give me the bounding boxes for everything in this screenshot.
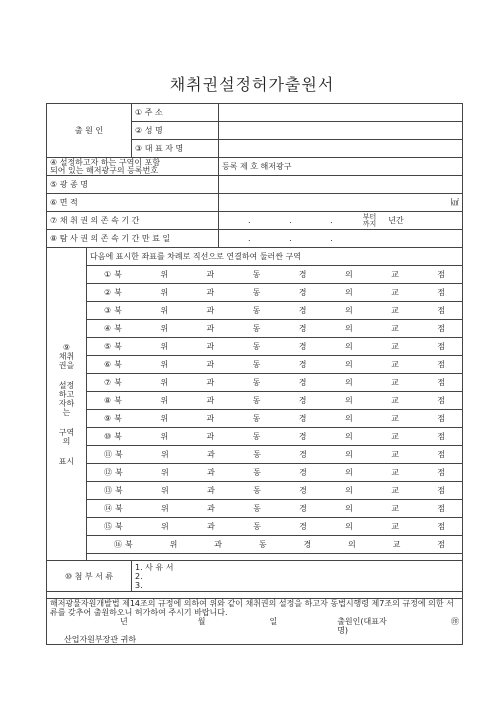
- coordinate-point[interactable]: [87, 266, 463, 284]
- coordinate-point[interactable]: [87, 482, 463, 500]
- point-number: ①: [104, 270, 112, 279]
- attachment-item: 2.: [135, 571, 143, 581]
- point-lead: [104, 468, 123, 477]
- coordinate-point[interactable]: [87, 428, 463, 446]
- coordinate-word: 과: [207, 486, 215, 495]
- coordinate-word: 의: [345, 468, 353, 477]
- coordinate-word: 동: [258, 540, 267, 549]
- point-number: ⑫: [104, 468, 112, 477]
- coordinate-row: [47, 266, 463, 284]
- coordinate-word: 위: [160, 396, 169, 405]
- coordinate-word: 동: [252, 378, 261, 387]
- coordinate-row: [47, 446, 463, 464]
- coordinate-word: 경: [298, 270, 307, 279]
- coordinate-point[interactable]: [87, 464, 463, 482]
- coordinate-point[interactable]: [87, 284, 463, 302]
- coordinate-point[interactable]: [87, 374, 463, 392]
- coordinate-word: 위: [160, 414, 169, 423]
- coordinate-row: [47, 518, 463, 536]
- coordinate-word: 과: [206, 378, 215, 387]
- coordinate-word: 과: [207, 468, 215, 477]
- coordinate-word: 의: [345, 504, 353, 513]
- coordinate-word: 점: [437, 414, 445, 423]
- coordinate-word: 점: [437, 504, 445, 513]
- coordinate-word: 과: [206, 342, 215, 351]
- period-years: 년간: [388, 216, 404, 225]
- representative-label: ③ 대 표 자 명: [132, 140, 219, 158]
- coordinate-word: 과: [206, 324, 215, 333]
- coordinate-word: 동: [253, 468, 261, 477]
- attachments-list[interactable]: [132, 561, 463, 592]
- coordinate-word: 경: [299, 450, 307, 459]
- coordinate-word: 위: [160, 360, 169, 369]
- coordinate-word: 북: [114, 288, 122, 297]
- coordinate-word: 교: [392, 540, 401, 549]
- coordinate-word: 위: [169, 540, 178, 549]
- area-section-label-line: 의: [62, 436, 71, 446]
- period-label: ⑦ 채 취 권 의 존 속 기 간: [47, 212, 219, 230]
- coordinate-word: 위: [161, 468, 169, 477]
- coordinate-point[interactable]: [87, 356, 463, 374]
- point-number: ⑧: [104, 396, 112, 405]
- point-number: ⑬: [104, 486, 112, 495]
- period-from-to: [363, 214, 377, 228]
- coordinate-point[interactable]: [87, 302, 463, 320]
- registration-value[interactable]: 등록 제 호 해저광구: [219, 158, 463, 176]
- point-lead: [104, 450, 123, 459]
- period-from: 부터: [362, 212, 377, 221]
- coordinate-word: 경: [298, 396, 307, 405]
- coordinate-word: 점: [437, 486, 445, 495]
- period-field[interactable]: [219, 212, 463, 230]
- coordinate-word: 경: [298, 342, 307, 351]
- coordinate-word: 경: [298, 306, 307, 315]
- registration-label-line1: ④ 설정하고자 하는 구역이 포함: [50, 157, 161, 167]
- coordinate-word: 교: [391, 324, 399, 333]
- coordinate-word: 점: [437, 432, 445, 441]
- form-title: 채취권설정허가출원서: [169, 75, 335, 94]
- coordinate-word: 점: [437, 396, 445, 405]
- coordinate-word: 교: [391, 486, 399, 495]
- coordinate-word: 경: [298, 378, 307, 387]
- declaration-block: [47, 599, 463, 645]
- point-lead: [104, 432, 122, 441]
- area-unit: ㎢: [451, 198, 459, 207]
- coordinate-word: 동: [252, 270, 261, 279]
- expiry-dots: . . .: [248, 234, 351, 243]
- coordinate-word: 위: [160, 324, 169, 333]
- coordinate-row: [47, 320, 463, 338]
- coordinate-point[interactable]: [87, 500, 463, 518]
- coordinate-word: 위: [160, 288, 169, 297]
- coordinate-word: 동: [252, 432, 261, 441]
- coordinate-point[interactable]: [87, 410, 463, 428]
- point-number: ⑮: [104, 522, 112, 531]
- name-label: ② 성 명: [132, 122, 219, 140]
- coordinate-word: 과: [206, 432, 215, 441]
- coordinate-word: 북: [115, 504, 123, 513]
- area-section-label-line: 설정: [58, 380, 75, 390]
- coordinate-word: 의: [344, 432, 353, 441]
- coordinate-word: 위: [161, 504, 169, 513]
- point-lead: [104, 414, 122, 423]
- coordinate-word: 의: [344, 342, 353, 351]
- coordinate-word: 위: [161, 486, 169, 495]
- coordinate-word: 동: [253, 486, 261, 495]
- coordinate-word: 경: [298, 432, 307, 441]
- coordinate-row: [47, 410, 463, 428]
- application-form-table: [46, 103, 463, 645]
- area-section-label-line: [50, 370, 83, 381]
- point-lead: [104, 306, 122, 315]
- area-label: ⑥ 면 적: [47, 194, 219, 212]
- coordinate-row: [47, 536, 463, 554]
- attachment-item: 1. 사 유 서: [135, 562, 174, 572]
- coordinate-word: 과: [206, 414, 215, 423]
- coordinate-word: 교: [391, 396, 399, 405]
- coordinate-row: [47, 338, 463, 356]
- coordinate-row: [47, 464, 463, 482]
- point-lead: [104, 342, 122, 351]
- coordinate-word: 북: [114, 396, 122, 405]
- area-section-label-line: 권을: [58, 360, 75, 370]
- coordinate-word: 북: [115, 486, 123, 495]
- date-line: [50, 617, 459, 635]
- area-section-label-line: 자하: [58, 398, 75, 408]
- coordinate-word: 점: [437, 450, 445, 459]
- area-section-label-line: [50, 417, 83, 428]
- point-number: ⑯: [114, 540, 122, 549]
- applicant-label: 출 원 인: [47, 104, 132, 158]
- point-number: ④: [104, 324, 112, 333]
- coordinate-row: [47, 428, 463, 446]
- attachment-item: 3.: [135, 580, 143, 590]
- coordinate-word: 위: [161, 522, 169, 531]
- coordinate-word: 교: [391, 270, 399, 279]
- coordinate-row: [47, 284, 463, 302]
- point-lead: [104, 288, 122, 297]
- coordinate-word: 점: [437, 522, 445, 531]
- point-number: ⑥: [104, 360, 112, 369]
- coordinate-word: 북: [114, 360, 122, 369]
- coordinate-word: 과: [206, 270, 215, 279]
- coordinate-word: 위: [160, 342, 169, 351]
- coordinate-word: 북: [114, 432, 122, 441]
- coordinate-word: 점: [437, 342, 445, 351]
- mineral-field[interactable]: [219, 176, 463, 194]
- point-lead: [104, 504, 123, 513]
- coordinate-word: 교: [391, 360, 399, 369]
- coordinate-word: 위: [161, 450, 169, 459]
- coordinate-point[interactable]: [87, 536, 463, 554]
- coordinate-row: [47, 302, 463, 320]
- coordinate-word: 위: [160, 306, 169, 315]
- coordinate-word: 의: [344, 378, 353, 387]
- registration-label: [47, 158, 219, 176]
- coordinate-row: [47, 374, 463, 392]
- coordinate-word: 교: [391, 504, 399, 513]
- period-dots: . . .: [248, 216, 351, 225]
- coordinate-word: 의: [348, 540, 356, 549]
- coordinate-word: 의: [344, 360, 353, 369]
- coordinate-point[interactable]: [87, 320, 463, 338]
- coordinate-word: 북: [115, 468, 123, 477]
- registration-label-line2: 되어 있는 해저광구의 등록번호: [50, 165, 159, 175]
- coordinate-row: [47, 392, 463, 410]
- expiry-label: ⑧ 탐 사 권 의 존 속 기 간 만 료 일: [47, 230, 219, 248]
- coordinate-word: 교: [391, 522, 399, 531]
- area-section-label-line: 채취: [58, 351, 75, 361]
- coordinate-point[interactable]: [87, 518, 463, 536]
- address-field[interactable]: [219, 104, 463, 122]
- coordinate-word: 점: [437, 288, 445, 297]
- declaration-text: 해저광물자원개발법 제14조의 규정에 의하여 위와 같이 채취권의 설정을 하고자 동법시행령 제7조의 규정에 의한 서류를 갖추어 출원하오니 허가하여 주시기 바랍니다.: [50, 599, 454, 617]
- coordinate-word: 과: [206, 306, 215, 315]
- coordinate-word: 과: [207, 522, 215, 531]
- seal-mark: ㊞: [451, 617, 459, 626]
- coordinate-word: 의: [344, 288, 353, 297]
- coordinate-word: 경: [298, 324, 307, 333]
- coordinate-word: 경: [299, 522, 307, 531]
- coordinate-word: 위: [160, 378, 169, 387]
- point-lead: [104, 270, 122, 279]
- point-lead: [104, 522, 123, 531]
- coordinate-word: 동: [253, 522, 261, 531]
- coordinate-word: 동: [252, 360, 261, 369]
- point-lead: [104, 360, 122, 369]
- coordinate-word: 의: [345, 522, 353, 531]
- coordinate-word: 교: [391, 414, 399, 423]
- point-number: ⑦: [104, 378, 112, 387]
- coordinate-word: 동: [253, 450, 261, 459]
- coordinate-word: 점: [437, 270, 445, 279]
- point-lead: [104, 486, 123, 495]
- coordinate-word: 의: [344, 324, 353, 333]
- period-to: 까지: [362, 219, 377, 228]
- coordinate-word: 동: [252, 342, 261, 351]
- coordinate-word: 교: [391, 342, 399, 351]
- coordinate-word: 점: [437, 324, 445, 333]
- point-number: ③: [104, 306, 112, 315]
- point-number: ⑨: [104, 414, 112, 423]
- coordinate-word: 북: [115, 522, 123, 531]
- coordinate-word: 경: [298, 414, 307, 423]
- coordinate-word: 의: [344, 306, 353, 315]
- coordinate-word: 점: [437, 468, 445, 477]
- coordinate-word: 의: [345, 450, 353, 459]
- coordinate-word: 과: [207, 450, 215, 459]
- spacer-row: [47, 592, 463, 599]
- representative-field[interactable]: [219, 140, 463, 158]
- coordinate-word: 의: [344, 396, 353, 405]
- point-number: ⑩: [104, 432, 112, 441]
- day-label: 일: [269, 617, 278, 626]
- point-lead: [114, 540, 133, 549]
- coordinate-word: 경: [299, 468, 307, 477]
- year-label: 년: [120, 617, 128, 626]
- area-section-label-line: 구역: [58, 427, 75, 437]
- month-label: 월: [197, 617, 206, 626]
- coordinate-row: [47, 482, 463, 500]
- coordinate-word: 의: [344, 270, 353, 279]
- coordinate-row: [47, 356, 463, 374]
- coordinate-point[interactable]: [87, 446, 463, 464]
- addressee: 산업자원부장관 귀하: [64, 635, 137, 644]
- coordinate-word: 동: [252, 414, 261, 423]
- spacer-row: [87, 554, 463, 561]
- signer-label: 출원인(대표자명): [337, 617, 387, 635]
- coordinate-word: 교: [391, 468, 399, 477]
- mineral-label: ⑤ 광 종 명: [47, 176, 219, 194]
- area-section-label-line: 는: [62, 407, 71, 417]
- area-section-label: [47, 248, 87, 561]
- area-instruction: 다음에 표시한 좌표를 차례로 직선으로 연결하여 둘러싼 구역: [87, 248, 463, 266]
- coordinate-word: 동: [253, 504, 261, 513]
- address-label: ① 주 소: [132, 104, 219, 122]
- coordinate-point[interactable]: [87, 392, 463, 410]
- area-section-label-line: [50, 446, 83, 457]
- coordinate-word: 북: [114, 342, 122, 351]
- coordinate-word: 교: [391, 288, 399, 297]
- coordinate-word: 과: [206, 288, 215, 297]
- coordinate-word: 교: [391, 432, 399, 441]
- coordinate-word: 교: [391, 378, 399, 387]
- name-field[interactable]: [219, 122, 463, 140]
- coordinate-word: 의: [344, 414, 353, 423]
- point-number: ⑭: [104, 504, 112, 513]
- coordinate-word: 동: [252, 306, 261, 315]
- coordinate-word: 점: [437, 540, 445, 549]
- expiry-field[interactable]: [219, 230, 463, 248]
- attachments-label: ⑩ 첨 부 서 류: [47, 561, 132, 592]
- coordinate-word: 경: [299, 504, 307, 513]
- coordinate-word: 북: [114, 324, 122, 333]
- coordinate-word: 교: [391, 450, 399, 459]
- coordinate-word: 과: [206, 360, 215, 369]
- coordinate-word: 동: [252, 324, 261, 333]
- coordinate-word: 북: [125, 540, 133, 549]
- coordinate-word: 경: [298, 288, 307, 297]
- coordinate-point[interactable]: [87, 338, 463, 356]
- coordinate-word: 점: [437, 378, 445, 387]
- coordinate-word: 위: [160, 270, 169, 279]
- coordinate-word: 의: [345, 486, 353, 495]
- coordinate-word: 경: [299, 486, 307, 495]
- coordinate-word: 과: [207, 504, 215, 513]
- point-number: ②: [104, 288, 112, 297]
- coordinate-word: 과: [206, 396, 215, 405]
- coordinate-word: 위: [160, 432, 169, 441]
- coordinate-word: 경: [298, 360, 307, 369]
- coordinate-word: 동: [252, 288, 261, 297]
- point-number: ⑤: [104, 342, 112, 351]
- coordinate-row: [47, 500, 463, 518]
- area-section-label-line: ⑨: [62, 342, 71, 352]
- coordinate-word: 점: [437, 360, 445, 369]
- coordinate-word: 점: [437, 306, 445, 315]
- area-field[interactable]: [219, 194, 463, 212]
- area-section-label-line: 표시: [58, 456, 75, 466]
- coordinate-word: 북: [114, 306, 122, 315]
- coordinate-word: 교: [391, 306, 399, 315]
- coordinate-word: 동: [252, 396, 261, 405]
- coordinate-word: 북: [114, 270, 122, 279]
- coordinate-word: 북: [115, 450, 123, 459]
- coordinate-word: 북: [114, 414, 122, 423]
- point-lead: [104, 396, 122, 405]
- coordinate-word: 과: [214, 540, 222, 549]
- point-lead: [104, 378, 122, 387]
- point-lead: [104, 324, 122, 333]
- coordinate-word: 경: [303, 540, 312, 549]
- coordinate-word: 북: [114, 378, 122, 387]
- point-number: ⑪: [104, 450, 112, 459]
- area-section-label-line: 하고: [58, 389, 75, 399]
